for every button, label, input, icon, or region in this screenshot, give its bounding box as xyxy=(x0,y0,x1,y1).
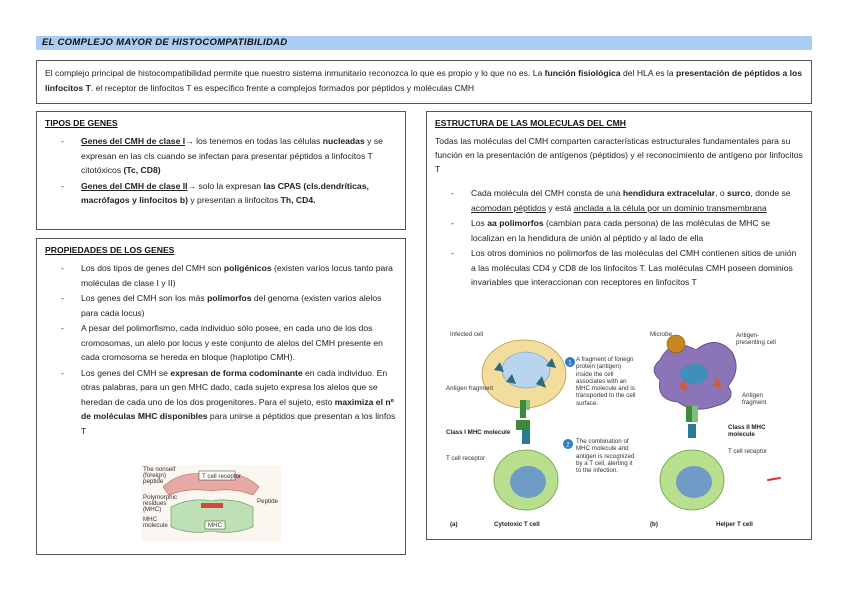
list-item xyxy=(471,246,803,290)
list-text: Los xyxy=(471,218,488,228)
list-text: , o xyxy=(715,188,728,198)
list-item xyxy=(81,134,397,178)
list-bold: las CPAS (cls.dendríticas, macrófagos y linfocitos b) xyxy=(81,180,369,205)
list-bold: nucleadas xyxy=(322,136,365,146)
class-i-label: Genes del CMH de clase I xyxy=(81,136,186,146)
mhc-classes-figure xyxy=(446,330,786,530)
peptide-shape xyxy=(201,503,223,508)
list-item xyxy=(81,261,397,290)
fig-left-peptide-label: Peptide xyxy=(257,498,278,505)
fig-apc-label: Antigen-presenting cell xyxy=(736,332,776,347)
intro-text-3: . el receptor de linfocitos T es específico frente a complejos formados por péptidos y moléculas CMH xyxy=(90,83,475,93)
fig-antigen-fragment2-wrap xyxy=(742,392,786,412)
class-ii-mhc-shape xyxy=(686,406,692,422)
fig-left-label: residues xyxy=(143,500,167,507)
fig-class-ii-label: Class II MHC molecule xyxy=(728,424,766,439)
fig-left-label: The nonself xyxy=(143,466,176,473)
tcr-mhc-figure xyxy=(141,465,281,541)
list-text: Los genes del CMH se xyxy=(81,367,171,378)
fig-left-label: molecule xyxy=(143,522,168,529)
fig-infected-label: Infected cell xyxy=(450,331,484,338)
intro-bold-2: presentación de péptidos a los linfocitos T xyxy=(45,68,803,93)
gene-types-box xyxy=(36,111,406,230)
page-title: EL COMPLEJO MAYOR DE HISTOCOMPATIBILIDAD xyxy=(42,37,288,48)
fig-tcell-receptor2-label: T cell receptor xyxy=(728,448,768,455)
fig-class-i-label: Class I MHC molecule xyxy=(446,429,511,436)
step-2-note xyxy=(576,438,638,498)
class-ii-mhc-shape xyxy=(692,406,698,422)
list-item xyxy=(81,179,397,208)
fig-left-mhc-box-label: MHC xyxy=(208,522,223,529)
gene-types-heading: TIPOS DE GENES xyxy=(45,118,118,128)
gene-properties-heading: PROPIEDADES DE LOS GENES xyxy=(45,245,175,255)
list-text: y está xyxy=(546,202,574,213)
intro-text-2: del HLA es la xyxy=(620,68,677,78)
class-ii-label: Genes del CMH de clase II xyxy=(81,180,188,191)
gene-types-list xyxy=(45,134,397,208)
fig-tcell-receptor2-wrap xyxy=(728,448,776,468)
list-text: Los genes del CMH son los más xyxy=(81,293,208,303)
list-bold: surco xyxy=(727,188,751,198)
list-item xyxy=(81,321,397,365)
structure-intro: Todas las moléculas del CMH comparten características estructurales fundamentales para su función en la presentación de antígenos (péptidos) y el reconocimiento de antígeno por linfocitos T xyxy=(435,136,803,174)
gene-properties-list xyxy=(45,261,397,438)
list-item xyxy=(81,366,397,439)
fig-panel-b-label: (b) xyxy=(650,521,658,528)
list-text: (existen varios locus tanto para moléculas de clase I y II) xyxy=(81,263,393,288)
list-text: y se expresan en las cls cuando se infectan para presentar péptidos a linfocitos T citotóxicos xyxy=(81,136,383,175)
list-text: Los otros dominios no polimorfos de las moléculas del CMH contienen sitios de unión a las moléculas CD4 y CD8 de los linfocitos T. Las moléculas CMH poseen dominios invariables que interaccionan con receptores en linfocitos T xyxy=(471,248,797,287)
list-text: del genoma (existen varios alelos para cada locus) xyxy=(81,293,382,318)
list-text: Los dos tipos de genes del CMH son xyxy=(81,263,224,273)
intro-box xyxy=(36,60,812,104)
list-item xyxy=(471,216,803,245)
list-text: y presentan a linfocitos xyxy=(187,195,281,205)
list-bold: poligénicos xyxy=(223,263,272,273)
intro-text-1: El complejo principal de histocompatibilidad permite que nuestro sistema inmunitario reconozca lo que es propio y lo que no es. La xyxy=(45,68,545,78)
red-mark xyxy=(768,478,780,480)
step-1-note-text: A fragment of foreign protein (antigen) inside the cell associates with an MHC molecule and is transported to the cell surface. xyxy=(576,356,636,407)
helper-t-cell-nucleus xyxy=(676,466,712,498)
fig-antigen-fragment2-label: Antigen fragment xyxy=(742,392,767,407)
list-underline: acomodan péptidos xyxy=(471,202,547,213)
fig-class-ii-wrap xyxy=(728,424,786,444)
fig-left-label: (MHC) xyxy=(143,506,162,513)
structure-heading: ESTRUCTURA DE LAS MOLECULAS DEL CMH xyxy=(435,118,626,128)
fig-left-label: MHC xyxy=(143,516,158,523)
list-text: para unirse a péptidos que presentan a los linfos T xyxy=(81,411,396,436)
list-item xyxy=(471,186,803,215)
fig-left-label: Polymorphic xyxy=(143,494,178,501)
fig-panel-a-label: (a) xyxy=(450,521,458,528)
title-bar xyxy=(36,36,812,50)
step-1-note xyxy=(576,356,638,442)
fig-antigen-fragment-label: Antigen fragment xyxy=(446,385,494,392)
fig-helper-label: Helper T cell xyxy=(716,521,753,528)
list-bold: Th, CD4. xyxy=(280,195,316,205)
list-text: Cada molécula del CMH consta de una xyxy=(471,188,623,198)
list-underline: anclada a la célula por un dominio transmembrana xyxy=(573,202,767,213)
list-text: (cambian para cada persona) de las moléculas de MHC se localizan en la hendidura de unión al péptido y al lado de ella xyxy=(471,218,771,243)
fig-left-label: peptide xyxy=(143,478,164,485)
tcr-a-shape xyxy=(522,430,530,444)
list-bold: expresan de forma codominante xyxy=(170,367,303,378)
list-text: en cada individuo. En otras palabras, para un gen MHC dado, cada sujeto expresa los alelos que se heredan de cada uno de los dos progenitores. Para el sujeto, esto xyxy=(81,367,388,407)
list-bold: maximiza el nº de moléculas MHC disponibles xyxy=(81,396,394,421)
list-text: → solo la expresan xyxy=(187,180,264,191)
step-2-number: 2 xyxy=(566,441,570,449)
tcr-b-shape xyxy=(688,424,696,438)
fig-cytotoxic-label: Cytotoxic T cell xyxy=(494,521,540,528)
list-bold: (Tc, CD8) xyxy=(123,165,161,175)
fig-apc-label-wrap xyxy=(736,332,786,362)
class-i-mhc-shape xyxy=(526,400,530,410)
fig-tcell-receptor-label: T cell receptor xyxy=(446,455,486,462)
step-2-note-text: The combination of MHC molecule and antigen is recognized by a T cell, alerting it to the infection. xyxy=(576,438,635,475)
fig-left-label: (foreign) xyxy=(143,472,167,479)
fig-microbe-label: Microbe xyxy=(650,331,673,338)
list-text: , donde se xyxy=(750,188,791,198)
intro-bold-1: función fisiológica xyxy=(544,68,621,78)
list-text: → los tenemos en todas las células xyxy=(185,136,323,146)
step-1-number: 1 xyxy=(568,359,572,367)
class-i-mhc-shape xyxy=(520,400,526,418)
list-bold: polimorfos xyxy=(207,293,252,303)
class-i-mhc-shape xyxy=(516,420,530,430)
fig-left-tcr-label: T cell receptor xyxy=(202,473,242,480)
list-item xyxy=(81,291,397,320)
cytotoxic-t-cell-nucleus xyxy=(510,466,546,498)
structure-list xyxy=(435,186,803,290)
list-text: A pesar del polimorfismo, cada individuo sólo posee, en cada uno de los dos cromosomas, un alelo por locus y este conjunto de alelos del CMH presente en cada cromosoma se hereda en bloque (haplotipo CMH). xyxy=(81,323,383,362)
list-bold: hendidura extracelular xyxy=(622,188,716,198)
list-bold: aa polimorfos xyxy=(487,218,544,228)
